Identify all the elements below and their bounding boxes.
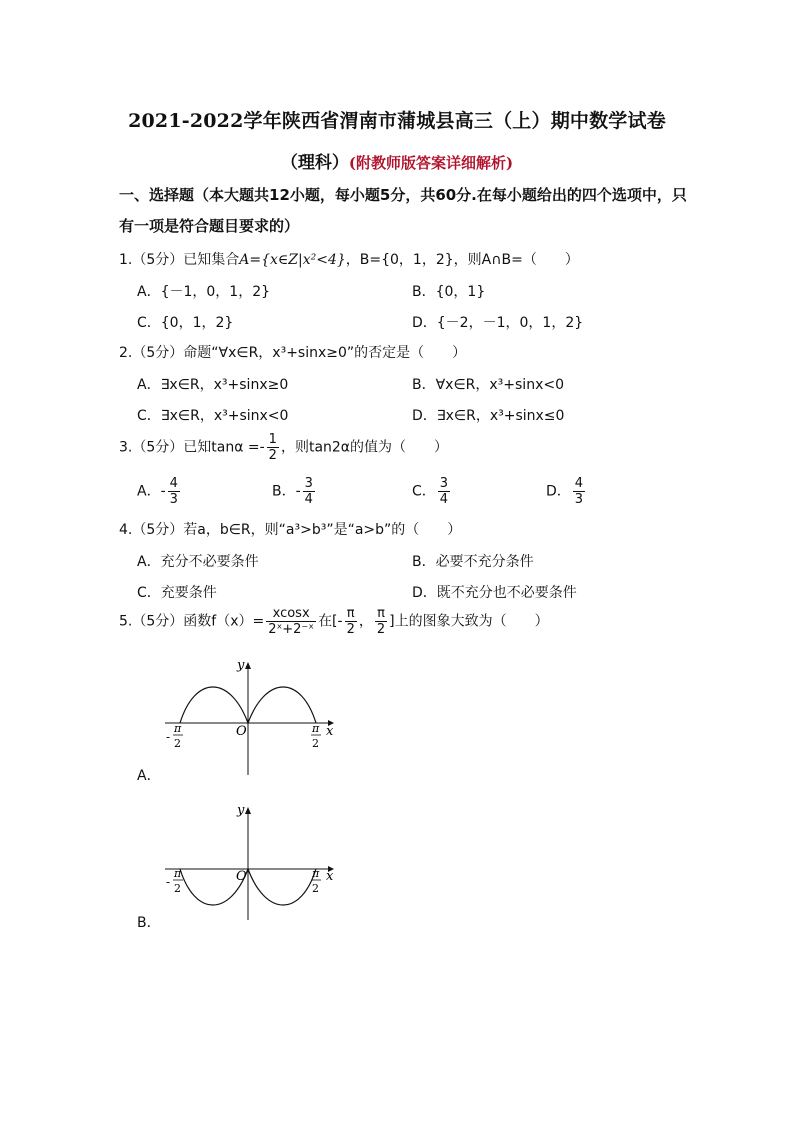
graph-b [160,800,340,925]
q4-option-c[interactable]: C．充要条件 [137,585,217,601]
question-3-stem [119,432,448,463]
graph-a-pos-two: 2 [312,737,319,750]
q5-option-b[interactable]: B． [137,915,161,931]
q3-d-num: 4 [574,476,584,491]
question-5-stem [119,606,549,637]
q1-mid: ，B={0，1，2}，则 [345,252,482,268]
q5-num: xcosx [266,606,316,622]
q3-d-frac [573,476,585,507]
q5-prefix: 5.（5分）函数f（x）= [119,613,265,630]
q2-option-a[interactable]: A．∃x∈R，x³+sinx≥0 [137,377,289,393]
q1-set-a: A={x∈Z|x²<4} [239,252,346,268]
q3-c-label: C． [412,483,436,500]
q5-lower-two: 2 [346,622,355,637]
q4-option-b[interactable]: B．必要不充分条件 [412,554,534,570]
q3-a-den: 3 [169,492,178,507]
graph-b-y-arrow [245,807,251,814]
q4-option-a[interactable]: A．充分不必要条件 [137,554,259,570]
q3-c-frac [438,476,450,507]
q3-den: 2 [268,448,277,463]
page-title: 2021-2022学年陕西省渭南市蒲城县高三（上）期中数学试卷 [128,110,666,132]
graph-a-neg-two: 2 [174,737,181,750]
q3-option-c[interactable] [412,476,452,507]
q1-option-a[interactable]: A．{－1，0，1，2} [137,284,271,300]
q1-option-c[interactable]: C．{0，1，2} [137,315,234,331]
graph-b-pos-two: 2 [312,882,319,895]
question-1-stem [119,249,579,269]
graph-b-pos-pi: π [312,867,320,880]
q5-option-a[interactable]: A． [137,768,161,784]
q3-b-frac [303,476,315,507]
graph-a-neg-sign: - [166,730,171,744]
graph-a-y-label: y [237,658,245,673]
question-4-stem: 4.（5分）若a，b∈R，则“a³>b³”是“a>b”的（ ） [119,522,462,538]
q5-tail: ]上的图象大致为（ ） [389,613,549,630]
subtitle-main: （理科） [280,153,349,173]
graph-a-origin: O [236,724,247,739]
q3-tail: ，则tan2α的值为（ ） [280,439,449,456]
q3-prefix: 3.（5分）已知 [119,439,212,456]
q5-upper-frac [375,606,387,637]
q2-option-c[interactable]: C．∃x∈R，x³+sinx<0 [137,408,289,424]
q3-d-label: D． [546,483,571,500]
graph-a-neg-pi: π [174,722,182,735]
q5-den: 2ˣ+2⁻ˣ [268,622,315,637]
graph-b-y-label: y [237,803,245,818]
graph-b-neg-pi: π [174,867,182,880]
graph-b-neg-sign: - [166,875,171,889]
question-2-stem: 2.（5分）命题“∀x∈R，x³+sinx≥0”的否定是（ ） [119,345,467,361]
q3-a-label: A．- [137,483,166,500]
q5-comma: ， [358,613,373,630]
q5-upper-two: 2 [376,622,386,637]
graph-a-y-arrow [245,662,251,669]
q1-tail: A∩B=（ ） [481,252,579,268]
page-subtitle [0,148,794,173]
q1-option-d[interactable]: D．{－2，－1，0，1，2} [412,315,584,331]
q2-option-b[interactable]: B．∀x∈R，x³+sinx<0 [412,377,564,393]
graph-a-x-label: x [326,724,334,739]
q5-mid: 在[- [318,613,343,630]
q3-num: 1 [268,432,277,447]
graph-a-pos-pi: π [312,722,320,735]
q4-option-d[interactable]: D．既不充分也不必要条件 [412,585,577,601]
graph-a [160,655,340,780]
q3-c-den: 4 [439,492,449,507]
q1-prefix: 1.（5分）已知集合 [119,252,240,268]
q5-lower-pi: π [345,606,357,622]
graph-b-neg-two: 2 [174,882,181,895]
q2-option-d[interactable]: D．∃x∈R，x³+sinx≤0 [412,408,565,424]
q3-tan: tanα =- [211,439,265,456]
q3-a-num: 4 [169,476,178,491]
q5-upper-pi: π [375,606,387,622]
q3-b-num: 3 [304,476,313,491]
section-heading: 一、选择题（本大题共12小题，每小题5分，共60分.在每小题给出的四个选项中，只有一项是符合题目要求的） [119,186,687,235]
q5-fraction [266,606,316,637]
q3-fraction [267,432,279,463]
q3-option-d[interactable] [546,476,587,507]
graph-b-x-label: x [326,869,334,884]
q3-option-a[interactable] [137,476,182,507]
q3-b-den: 4 [304,492,313,507]
graph-b-origin: O [236,869,247,884]
q3-a-frac [168,476,180,507]
q1-option-b[interactable]: B．{0，1} [412,284,486,300]
q3-option-b[interactable] [272,476,317,507]
subtitle-note: (附教师版答案详细解析) [348,154,514,172]
q3-c-num: 3 [439,476,449,491]
q5-lower-frac [345,606,357,637]
q3-b-label: B．- [272,483,301,500]
q3-d-den: 3 [574,492,584,507]
